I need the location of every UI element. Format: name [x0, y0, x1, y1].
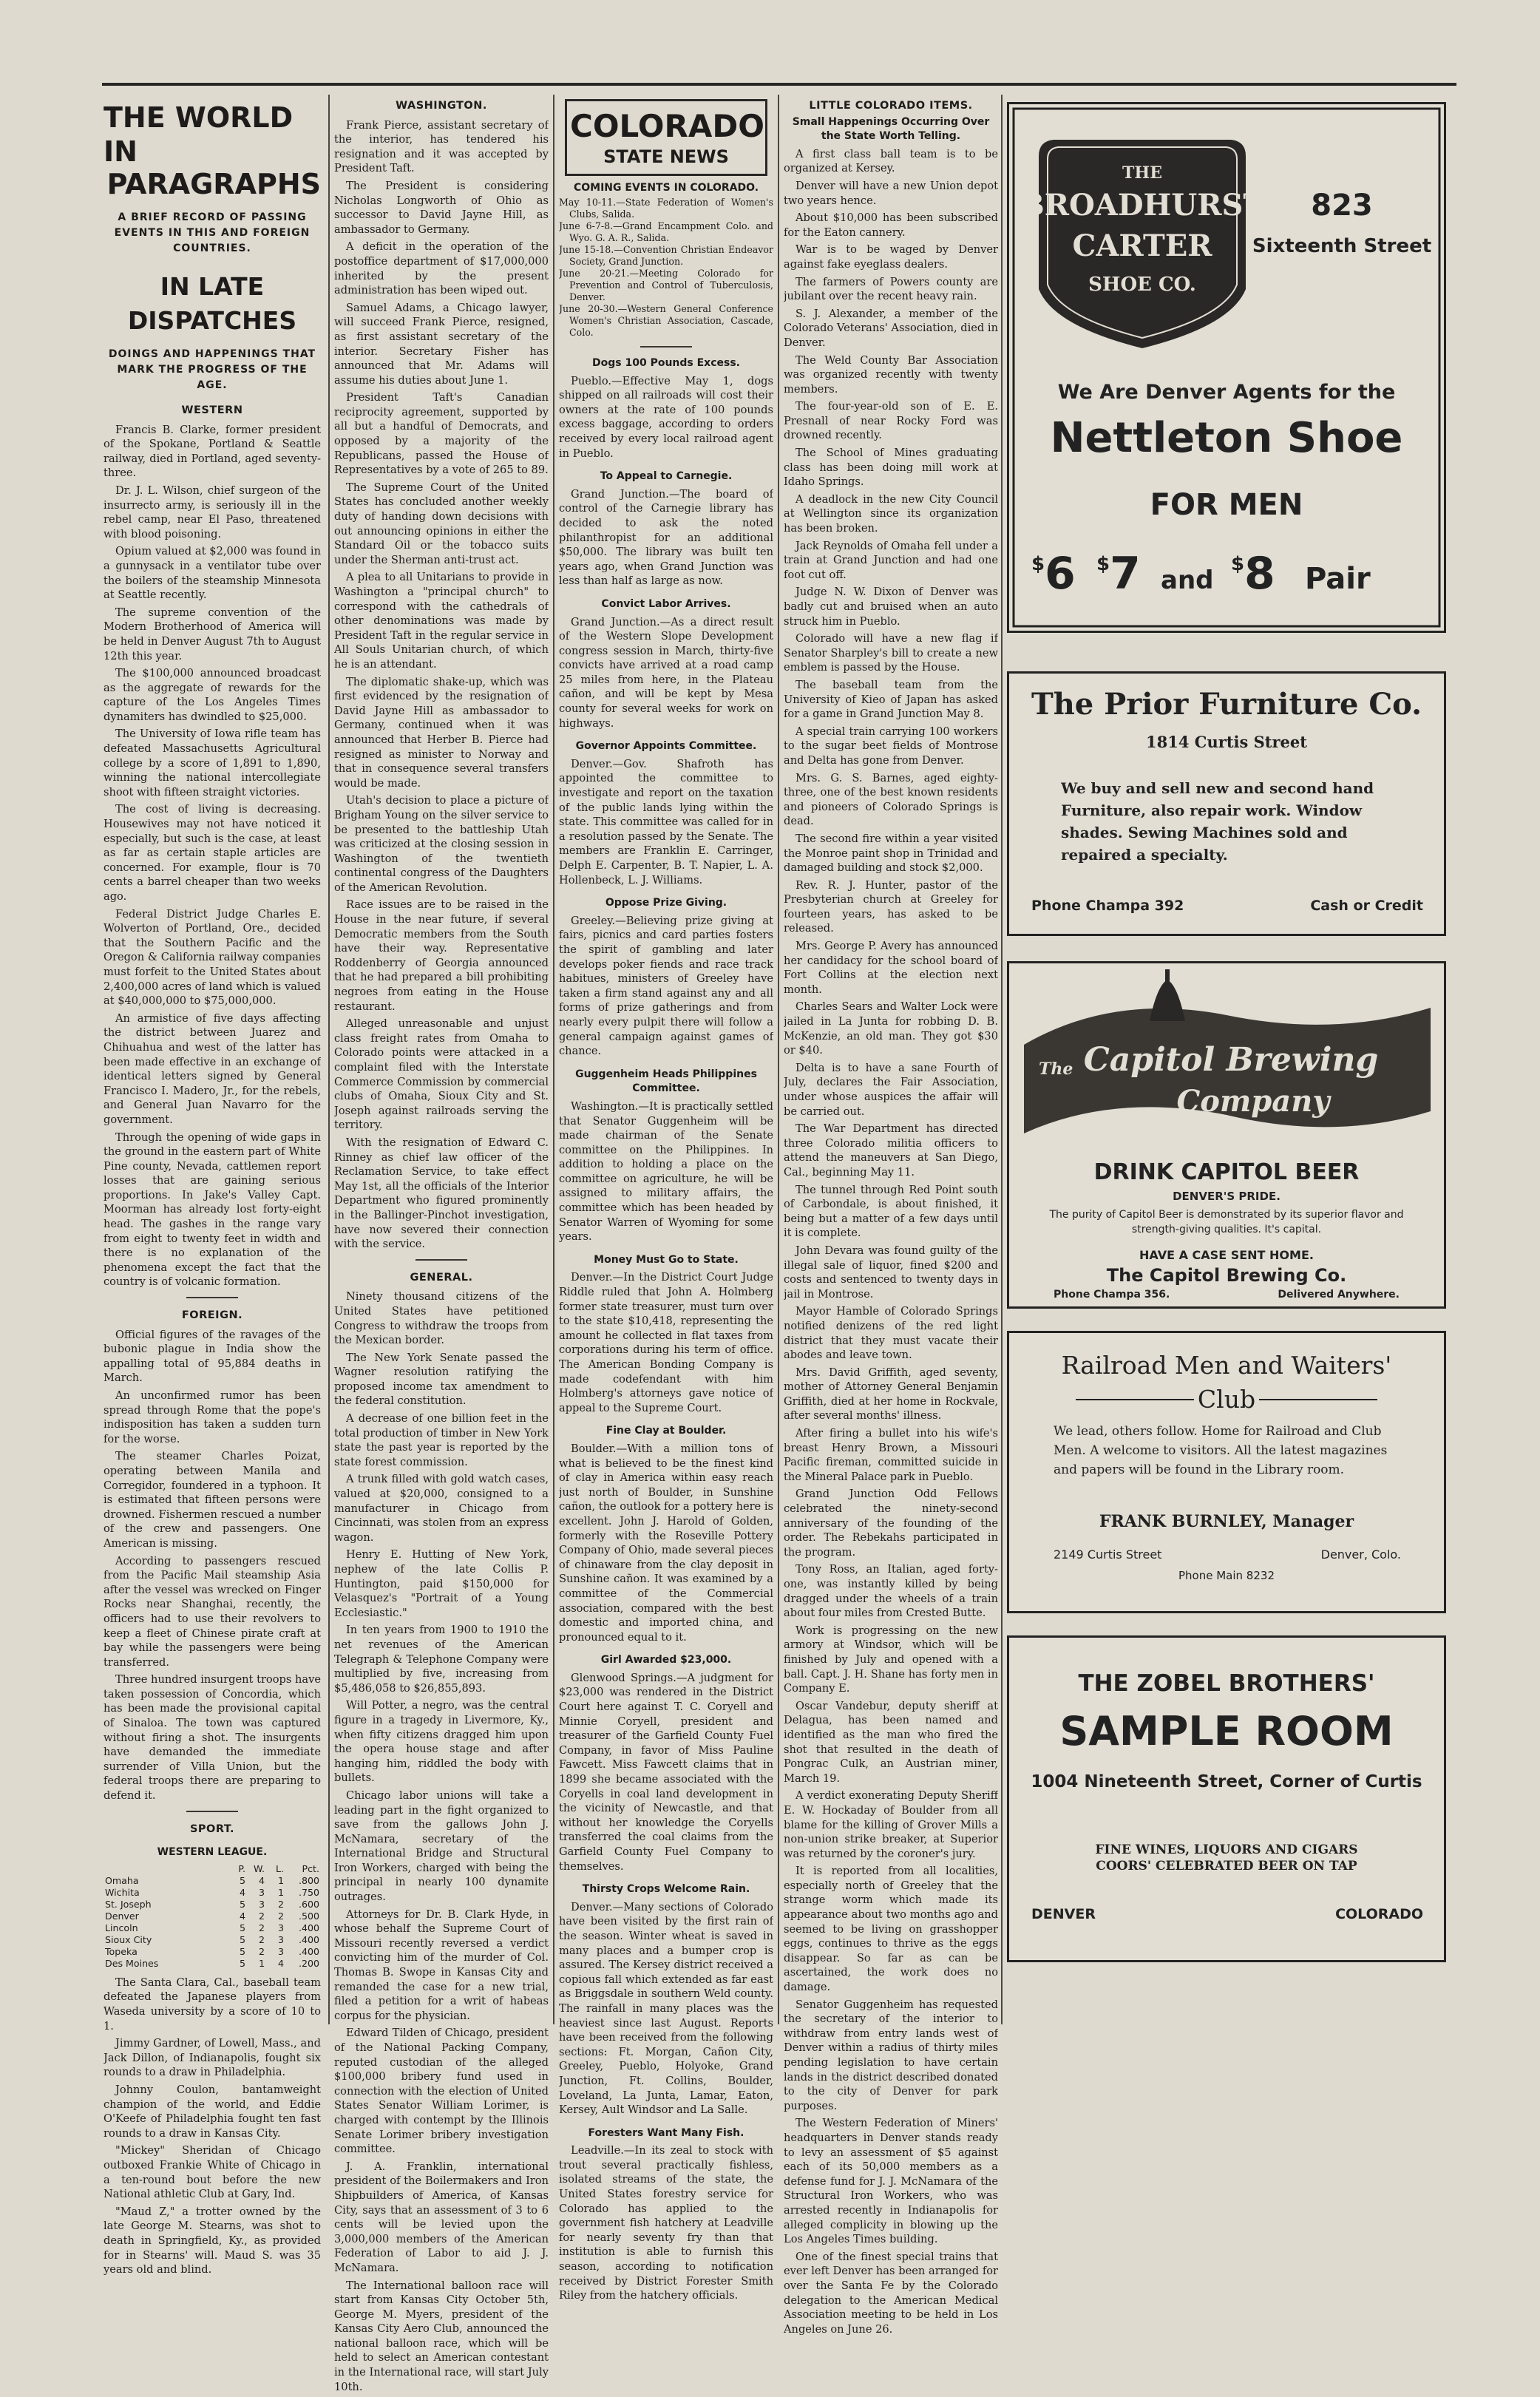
news-paragraph: The second fire within a year visited the Monroe paint shop in Trinidad and damaged building and stock $2,000. [784, 832, 998, 875]
news-paragraph: Mrs. David Griffith, aged seventy, mother of Attorney General Benjamin Griffith, died at her home in Rockvale, after several months' illness. [784, 1366, 998, 1423]
section-rule [186, 1811, 238, 1812]
logo-text: BROADHURST [1019, 188, 1266, 223]
column-rule [1001, 95, 1003, 2024]
news-paragraph: Grand Junction.—The board of control of the Carnegie library has decided to ask the noted philanthropist for an additional $50,000. The library was built ten years ago, when Grand Junction was less than half as large as now. [559, 487, 773, 588]
section-rule [415, 1259, 467, 1261]
news-item-head: Girl Awarded $23,000. [600, 1654, 732, 1667]
ad-railroad-city: Denver, Colo. [1320, 1547, 1401, 1562]
news-paragraph: Pueblo.—Effective May 1, dogs shipped on all railroads will cost their owners at the rate of 100 pounds excess baggage, according to orders received by every local railroad agent in Pueblo. [559, 374, 773, 460]
league-cell-w: 1 [258, 1957, 265, 1969]
capitol-logo-text: The [1039, 1060, 1073, 1079]
news-paragraph: The diplomatic shake-up, which was first evidenced by the resignation of David Jayne Hill as ambassador to Germany, continued when it was announced that Herber B. Pierce had resigned as minister to Norway and that in consequence several transfers would be made. [334, 675, 549, 790]
league-cell-w: 4 [258, 1874, 265, 1886]
section-head-western: WESTERN [181, 404, 243, 416]
news-paragraph: Utah's decision to place a picture of Brigham Young on the silver service to be presented to the battleship Utah was criticized at the closing session in Washington of the twentieth continental congress of the Daughters of the American Revolution. [334, 794, 549, 894]
coming-events [559, 182, 773, 339]
ad-zobel-coors: COORS' CELEBRATED BEER ON TAP [1096, 1859, 1357, 1874]
logo-text: THE [1122, 163, 1162, 183]
news-item-head: Oppose Prize Giving. [605, 897, 727, 909]
news-paragraph: Greeley.—Believing prize giving at fairs, picnics and card parties fosters the spirit of gambling and later develops poker fiends and race track habitues, ministers of Greeley have taken a firm stand against any and all forms of prize gatherings and from nearly every pulpit there will follow a general campaign against games of chance. [559, 914, 773, 1058]
league-standings-table [104, 1863, 321, 1970]
league-header-row [104, 1863, 321, 1875]
ad-railroad-art [1009, 1333, 1444, 1611]
league-cell-l: 1 [277, 1886, 284, 1898]
capitol-logo-text: Capitol Brewing [1083, 1041, 1379, 1079]
league-cell-l: 3 [277, 1933, 284, 1945]
league-cell-w: 2 [258, 1945, 265, 1957]
news-paragraph: Francis B. Clarke, former president of the Spokane, Portland & Seattle railway, died in Portland, aged seventy-three. [104, 423, 321, 480]
league-cell-w: 3 [258, 1886, 265, 1898]
news-paragraph: Through the opening of wide gaps in the ground in the eastern part of White Pine county, Nevada, cattlemen report losses that are gaining serious proportions. In Jake's Valley Capt. Moorman has already lost forty-eight head. The gashes in the range vary from eight to twenty feet in width and there is no explanation of the phenomena except the fact that the country is of volcanic formation. [104, 1130, 321, 1289]
price-dollar: $ [1096, 553, 1110, 575]
news-item-head: Money Must Go to State. [594, 1253, 739, 1266]
league-cell-team: St. Joseph [105, 1898, 152, 1910]
ad-prior-art [1009, 674, 1444, 934]
general-items [334, 1289, 549, 2394]
table-row [104, 1946, 321, 1958]
event-item: June 15-18.—Convention Christian Endeavor Society, Grand Junction. [559, 244, 773, 267]
section-head-foreign: FOREIGN. [181, 1309, 243, 1322]
league-col: L. [275, 1862, 284, 1874]
league-title: WESTERN LEAGUE. [157, 1846, 268, 1859]
news-paragraph: Work is progressing on the new armory at Windsor, which will be finished by July and opened with a ball. Capt. J. H. Shane has forty men in Company E. [784, 1624, 998, 1695]
news-paragraph: About $10,000 has been subscribed for the Eaton cannery. [784, 211, 998, 239]
news-paragraph: Attorneys for Dr. B. Clark Hyde, in whose behalf the Supreme Court of Missouri recently reversed a verdict convicting him of the murder of Col. Thomas B. Swope in Kansas City and remanded the case for a new trial, filed a petition for a writ of habeas corpus for the physician. [334, 1908, 549, 2022]
ad-railroad-manager: FRANK BURNLEY, Manager [1099, 1512, 1354, 1531]
headline-world: THE WORLD IN [104, 101, 294, 168]
news-paragraph: The New York Senate passed the Wagner resolution ratifying the proposed income tax amendment to the federal constitution. [334, 1351, 549, 1408]
ad-prior-body: We buy and sell new and second hand Furniture, also repair work. Window shades. Sewing Machines sold and repaired a specialty. [1061, 779, 1374, 864]
ad-zobel-denver: DENVER [1031, 1906, 1096, 1922]
league-cell-l: 3 [277, 1945, 284, 1957]
league-cell-p: 4 [239, 1886, 245, 1898]
news-paragraph: Official figures of the ravages of the bubonic plague in India show the appalling total of 95,884 deaths in March. [104, 1328, 321, 1385]
ad-capitol-art [1009, 963, 1444, 1306]
news-paragraph: Leadville.—In its zeal to stock with trout several practically fishless, isolated streams of the state, the United States forestry service for Colorado has applied to the government fish hatchery at Leadville for nearly seventy fry than that institution is able to furnish this season, according to notification received by District Forester Smith Riley from the hatchery officials. [559, 2144, 773, 2302]
price-seven: 7 [1110, 548, 1141, 600]
league-col: Pct. [302, 1862, 319, 1874]
league-cell-pct: .500 [298, 1910, 319, 1922]
news-paragraph: The tunnel through Red Point south of Carbondale, is about finished, it being but a matter of a few days until it is complete. [784, 1183, 998, 1240]
news-paragraph: The baseball team from the University of Kieo of Japan has asked for a game in Grand Junction May 8. [784, 678, 998, 721]
ad-railroad-club: Club [1197, 1385, 1256, 1414]
news-paragraph: Chicago labor unions will take a leading part in the fight organized to save from the gallows John J. McNamara, secretary of the International Bridge and Structural Iron Workers, charged with being the principal in nearly 100 dynamite outrages. [334, 1789, 549, 1904]
news-paragraph: Boulder.—With a million tons of what is believed to be the finest kind of clay in America within easy reach just north of Boulder, in Sunshine cañon, the outlook for a pottery here is excellent. John J. Harold of Golden, formerly with the Roseville Pottery Company of Ohio, made several pieces of chinaware from the clay deposit in Sunshine cañon. It was examined by a committee of the Commercial association, compared with the best domestic and imported china, and pronounced equal to it. [559, 1442, 773, 1644]
section-rule [186, 1297, 238, 1298]
news-paragraph: It is reported from all localities, especially north of Greeley that the strange worm which made its appearance about two months ago and seemed to be living on grasshopper eggs, continues to thrive as the eggs disappear. So far as can be ascertained, the work does no damage. [784, 1865, 998, 1994]
news-paragraph: The Santa Clara, Cal., baseball team defeated the Japanese players from Waseda university by a score of 10 to 1. [104, 1976, 321, 2032]
news-item-head: Fine Clay at Boulder. [606, 1425, 727, 1437]
league-cell-l: 2 [277, 1898, 284, 1910]
league-cell-pct: .800 [298, 1874, 319, 1886]
league-cell-team: Denver [105, 1910, 139, 1922]
league-cell-pct: .600 [298, 1898, 319, 1910]
column-colorado-state-news [559, 95, 773, 2306]
news-paragraph: A special train carrying 100 workers to the sugar beet fields of Montrose and Delta has gone from Denver. [784, 725, 998, 767]
ad-railroad-address: 2149 Curtis Street [1054, 1547, 1162, 1562]
league-cell-pct: .200 [298, 1957, 319, 1969]
news-paragraph: Glenwood Springs.—A judgment for $23,000 was rendered in the District Court here against T. C. Coryell and Minnie Coryell, president and treasurer of the Garfield County Fuel Company, in favor of Miss Pauline Fawcett. Miss Fawcett claims that in 1899 she became associated with the Coryells in coal land development in the vicinity of Newcastle, and that without her knowledge the Coryells transferred the coal claims from the Garfield County Fuel Company to themselves. [559, 1671, 773, 1873]
league-cell-team: Topeka [105, 1945, 138, 1957]
news-item-head: Foresters Want Many Fish. [588, 2126, 744, 2139]
news-paragraph: The steamer Charles Poizat, operating between Manila and Corregidor, foundered in a typhoon. It is estimated that fifteen persons were drowned. Fishermen rescued a number of the crew and passengers. One American is missing. [104, 1450, 321, 1550]
league-cell-w: 2 [258, 1922, 265, 1933]
news-paragraph: Denver.—Gov. Shafroth has appointed the committee to investigate and report on the taxation of the public lands lying within the state. This committee was called for in a resolution passed by the Senate. The members are Franklin E. Carringer, Delph E. Carpenter, B. T. Napier, L. A. Hollenbeck, L. J. Williams. [559, 757, 773, 886]
section-head-general: GENERAL. [410, 1271, 473, 1284]
event-item: June 20-30.—Western General Conference Women's Christian Association, Cascade, Colo. [559, 303, 773, 338]
news-paragraph: The Western Federation of Miners' headquarters in Denver stands ready to levy an assessment of $5 against each of its 50,000 members as a defense fund for J. J. McNamara of the Structural Iron Workers, who was arrested recently in Indianapolis for alleged complicity in blowing up the Los Angeles Times building. [784, 2117, 998, 2246]
news-paragraph: Will Potter, a negro, was the central figure in a tragedy in Livermore, Ky., when fifty citizens dragged him upon the opera house stage and after hanging him, riddled the body with bullets. [334, 1699, 549, 1785]
league-cell-p: 5 [239, 1957, 245, 1969]
news-paragraph: Senator Guggenheim has requested the secretary of the interior to withdraw from entry lands west of Denver within a radius of thirty miles pending legislation to have certain lands in the district described donated to the city of Denver for park purposes. [784, 1998, 998, 2112]
coming-events-head: COMING EVENTS IN COLORADO. [573, 182, 759, 194]
ad-zobel-address: 1004 Nineteenth Street, Corner of Curtis [1031, 1772, 1422, 1791]
price-eight: 8 [1244, 548, 1275, 600]
sport-items [104, 1976, 321, 2277]
news-paragraph: Johnny Coulon, bantamweight champion of the world, and Eddie O'Keefe of Philadelphia fought ten fast rounds to a draw in Kansas City. [104, 2083, 321, 2140]
news-paragraph: The War Department has directed three Colorado militia officers to attend the maneuvers at San Diego, Cal., beginning May 11. [784, 1122, 998, 1179]
news-paragraph: Denver.—Many sections of Colorado have been visited by the first rain of the season. Winter wheat is saved in many places and a bumper crop is assured. The Kersey district received a copious fall which extended as far east as Briggsdale in southern Weld county. The rainfall in many places was the heaviest since last August. Reports have been received from the following sections: Ft. Morgan, Cañon City, Greeley, Pueblo, Holyoke, Grand Junction, Ft. Collins, Boulder, Loveland, La Junta, Lamar, Eaton, Kersey, Ault Windsor and La Salle. [559, 1900, 773, 2117]
section-head-washington: WASHINGTON. [396, 100, 487, 112]
news-paragraph: The Supreme Court of the United States has concluded another weekly duty of handing down decisions with out announcing opinions in either the Standard Oil or the tobacco suits under the Sherman anti-trust act. [334, 481, 549, 566]
ad-railroad-title: Railroad Men and Waiters' [1061, 1351, 1392, 1380]
news-paragraph: A verdict exonerating Deputy Sheriff E. W. Hockaday of Boulder from all blame for the killing of Grover Mills a non-union strike breaker, at Superior was returned by the coroner's jury. [784, 1789, 998, 1860]
table-row [104, 1875, 321, 1887]
colorado-state-news-masthead [565, 99, 767, 176]
column-rule [778, 95, 779, 2024]
table-row [104, 1911, 321, 1922]
ad-street-name: Sixteenth Street [1252, 235, 1432, 257]
news-item-head: Dogs 100 Pounds Excess. [592, 357, 740, 369]
news-paragraph: Grand Junction.—As a direct result of the Western Slope Development congress session in March, thirty-five convicts have arrived at a road camp 25 miles from here, in the Plateau cañon, and will be kept by Mesa county for several weeks for work on highways. [559, 615, 773, 730]
ad-zobel-colorado: COLORADO [1335, 1906, 1423, 1922]
top-rule [102, 83, 1456, 86]
ad-street-number: 823 [1311, 189, 1373, 223]
masthead-state-news: STATE NEWS [603, 146, 729, 167]
ad-prior-terms: Cash or Credit [1310, 898, 1423, 914]
news-paragraph: Three hundred insurgent troops have taken possession of Concordia, which has been made the provisional capital of Sinaloa. The town was captured without firing a shot. The insurgents have demanded the immediate surrender of Villa Union, but the federal troops there are preparing to defend it. [104, 1673, 321, 1803]
ad-zobel-sample-room: SAMPLE ROOM [1059, 1708, 1394, 1754]
news-paragraph: S. J. Alexander, a member of the Colorado Veterans' Association, died in Denver. [784, 307, 998, 349]
news-paragraph: Federal District Judge Charles E. Wolverton of Portland, Ore., decided that the Southern Pacific and the Oregon & California railway companies must forfeit to the United States about 2,400,000 acres of land which is valued at $40,000,000 to $75,000,000. [104, 907, 321, 1008]
news-item-head: Thirsty Crops Welcome Rain. [582, 1883, 750, 1896]
news-paragraph: Mayor Hamble of Colorado Springs notified denizens of the red light district that they must vacate their abodes and leave town. [784, 1305, 998, 1362]
news-paragraph: An armistice of five days affecting the district between Juarez and Chihuahua and west of the latter has been made effective in an exchange of identical letters signed by General Francisco I. Madero, Jr., for the rebels, and General Juan Navarro for the government. [104, 1011, 321, 1126]
deck-brief-record: A BRIEF RECORD OF PASSING EVENTS IN THIS AND FOREIGN COUNTRIES. [114, 211, 311, 254]
news-paragraph: Washington.—It is practically settled that Senator Guggenheim will be made chairman of the Senate committee on the Philippines. In addition to holding a place on the committee on agriculture, he will be assigned to military affairs, the committee which has been headed by Senator Warren of Wyoming for some years. [559, 1099, 773, 1244]
ad-prior-phone: Phone Champa 392 [1031, 898, 1184, 914]
news-paragraph: The four-year-old son of E. E. Presnall of near Rocky Ford was drowned recently. [784, 400, 998, 442]
league-col: P. [238, 1862, 245, 1874]
section-rule [640, 346, 692, 347]
league-cell-l: 3 [277, 1922, 284, 1933]
news-paragraph: One of the finest special trains that ever left Denver has been arranged for over the Santa Fe by the Colorado delegation to the American Medical Association meeting to be held in Los Angeles on June 26. [784, 2250, 998, 2336]
ad-railroad-body: We lead, others follow. Home for Railroad and Club Men. A welcome to visitors. All the latest magazines and papers will be found in the Library room. [1054, 1424, 1388, 1477]
league-cell-team: Des Moines [105, 1957, 159, 1969]
news-paragraph: Ninety thousand citizens of the United States have petitioned Congress to withdraw the troops from the Mexican border. [334, 1290, 549, 1347]
news-paragraph: John Devara was found guilty of the illegal sale of liquor, fined $200 and costs and sentenced to twenty days in jail in Montrose. [784, 1244, 998, 1301]
ad-capitol-name: The Capitol Brewing Co. [1106, 1265, 1347, 1286]
league-cell-w: 3 [258, 1898, 265, 1910]
news-paragraph: With the resignation of Edward C. Rinney as chief law officer of the Reclamation Service, to take effect May 1st, all the officials of the Interior Department who figured prominently in the Ballinger-Pinchot investigation, have now severed their connection with the service. [334, 1136, 549, 1251]
league-cell-p: 5 [239, 1922, 245, 1933]
ad-capitol-case: HAVE A CASE SENT HOME. [1139, 1248, 1314, 1262]
masthead-colorado: COLORADO [570, 108, 764, 144]
deck-doings: DOINGS AND HAPPENINGS THAT MARK THE PROGRESS OF THE AGE. [108, 348, 316, 391]
section-head-sport: SPORT. [189, 1823, 235, 1835]
news-paragraph: In ten years from 1900 to 1910 the net revenues of the American Telegraph & Telephone Company were multiplied by five, increasing from $5,486,058 to $26,855,893. [334, 1624, 549, 1695]
capitol-dome-icon [1150, 980, 1185, 1021]
news-paragraph: Mrs. George P. Avery has announced her candidacy for the school board of Fort Collins at the election next month. [784, 940, 998, 996]
league-cell-w: 2 [258, 1933, 265, 1945]
news-paragraph: Opium valued at $2,000 was found in a gunnysack in a ventilator tube over the boilers of the steamship Minnesota at Seattle recently. [104, 545, 321, 602]
league-cell-pct: .400 [298, 1933, 319, 1945]
ad-zobel-art [1009, 1638, 1444, 1960]
ad-railroad-men-club [1007, 1331, 1446, 1613]
news-paragraph: The University of Iowa rifle team has defeated Massachusetts Agricultural college by a score of 1,891 to 1,890, winning the national intercollegiate shoot with fifteen straight victories. [104, 728, 321, 799]
news-paragraph: "Maud Z," a trotter owned by the late George M. Stearns, was shot to death in Springfield, Ky., as provided for in Stearns' will. Maud S. was 35 years old and blind. [104, 2205, 321, 2276]
news-paragraph: Alleged unreasonable and unjust class freight rates from Omaha to Colorado points were attacked in a complaint filed with the Interstate Commerce Commission by commercial clubs of Omaha, Sioux City and St. Joseph against railroads serving the territory. [334, 1017, 549, 1132]
news-paragraph: A deadlock in the new City Council at Wellington since its organization has been broken. [784, 492, 998, 535]
little-colorado-subhead: Small Happenings Occurring Over the State Worth Telling. [792, 115, 990, 143]
news-paragraph: Denver.—In the District Court Judge Riddle ruled that John A. Holmberg former state treasurer, must turn over to the state $10,418, representing the amount he collected in flat taxes from corporations during his term of office. The American Bonding Company is made codefendant with him Holmberg's attorneys gave notice of appeal to the Supreme Court. [559, 1271, 773, 1414]
western-items [104, 423, 321, 1289]
news-paragraph: A deficit in the operation of the postoffice department of $17,000,000 inherited by the present administration has been wiped out. [334, 240, 549, 297]
league-cell-w: 2 [258, 1910, 265, 1922]
league-cell-team: Lincoln [105, 1922, 138, 1933]
ad-broadhurst-art [1009, 104, 1444, 631]
ad-prior-address: 1814 Curtis Street [1146, 733, 1307, 751]
news-item-head: Convict Labor Arrives. [601, 597, 731, 610]
news-item-head: To Appeal to Carnegie. [600, 470, 733, 483]
league-cell-l: 1 [277, 1874, 284, 1886]
ad-prior-name: The Prior Furniture Co. [1031, 687, 1422, 722]
capitol-logo-text: Company [1176, 1084, 1330, 1119]
news-paragraph: Jimmy Gardner, of Lowell, Mass., and Jack Dillon, of Indianapolis, fought six rounds to a draw in Philadelphia. [104, 2037, 321, 2079]
column-rule [328, 95, 330, 2024]
ad-capitol-body: The purity of Capitol Beer is demonstrated by its superior flavor and strength-giving qualities. It's capital. [1049, 1209, 1404, 1235]
logo-text: SHOE CO. [1088, 274, 1196, 296]
news-paragraph: Judge N. W. Dixon of Denver was badly cut and bruised when an auto struck him in Pueblo. [784, 586, 998, 628]
news-item-head: Governor Appoints Committee. [575, 740, 757, 753]
column-little-colorado-items [784, 95, 998, 2339]
headline-late-dispatches: IN LATE DISPATCHES [127, 272, 297, 335]
colorado-news-items [559, 356, 773, 2303]
news-paragraph: The farmers of Powers county are jubilant over the recent heavy rain. [784, 275, 998, 303]
event-item: June 20-21.—Meeting Colorado for Prevention and Control of Tuberculosis, Denver. [559, 268, 773, 302]
news-paragraph: Tony Ross, an Italian, aged forty-one, was instantly killed by being dragged under the wheels of a train about four miles from Crested Butte. [784, 1563, 998, 1620]
league-cell-pct: .750 [298, 1886, 319, 1898]
logo-text: CARTER [1072, 228, 1212, 263]
league-cell-p: 5 [239, 1874, 245, 1886]
news-paragraph: Frank Pierce, assistant secretary of the interior, has tendered his resignation and it was accepted by President Taft. [334, 118, 549, 175]
news-paragraph: The cost of living is decreasing. Housewives may not have noticed it especially, but such is the case, at least as far as certain staple articles are concerned. For example, flour is 70 cents a barrel cheaper than two weeks ago. [104, 803, 321, 903]
price-dollar: $ [1031, 553, 1045, 575]
table-row [104, 1899, 321, 1911]
ad-zobel-name: THE ZOBEL BROTHERS' [1078, 1670, 1375, 1697]
news-paragraph: The President is considering Nicholas Longworth of Ohio as successor to David Jayne Hill, as ambassador to Germany. [334, 179, 549, 236]
league-cell-p: 5 [239, 1933, 245, 1945]
price-dollar: $ [1231, 553, 1245, 575]
league-cell-l: 2 [277, 1910, 284, 1922]
news-item-head: Guggenheim Heads Philippines Committee. [575, 1068, 757, 1095]
news-paragraph: An unconfirmed rumor has been spread through Rome that the pope's indisposition has taken a sudden turn for the worse. [104, 1389, 321, 1445]
league-cell-p: 4 [239, 1910, 245, 1922]
ad-agents-line: We Are Denver Agents for the [1057, 381, 1396, 404]
column-washington [334, 95, 549, 2397]
news-paragraph: A plea to all Unitarians to provide in Washington a "principal church" to correspond with the cathedrals of other denominations was made by President Taft in the regular service in All Souls Unitarian church, of which he is an attendant. [334, 571, 549, 671]
ad-prior-furniture [1007, 671, 1446, 936]
league-cell-pct: .400 [298, 1922, 319, 1933]
ad-brand: Nettleton Shoe [1050, 414, 1403, 462]
ad-railroad-phone: Phone Main 8232 [1178, 1569, 1275, 1582]
ad-zobel-wines: FINE WINES, LIQUORS AND CIGARS [1095, 1842, 1358, 1857]
headline-paragraphs: PARAGRAPHS [106, 168, 321, 200]
column-world-in-paragraphs [104, 95, 321, 2280]
league-cell-l: 4 [277, 1957, 284, 1969]
league-cell-pct: .400 [298, 1945, 319, 1957]
ad-capitol-delivered: Delivered Anywhere. [1278, 1289, 1400, 1301]
news-paragraph: According to passengers rescued from the Pacific Mail steamship Asia after the vessel was wrecked on Finger Rocks near Shanghai, recently, the officers had to use their revolvers to keep a fleet of Chinese pirate craft at bay while the passengers were being transferred. [104, 1554, 321, 1669]
news-paragraph: Edward Tilden of Chicago, president of the National Packing Company, reputed custodian of the alleged $100,000 bribery fund used in connection with the election of United States Senator William Lorimer, is charged with contempt by the Illinois Senate Lorimer bribery investigation committee. [334, 2027, 549, 2156]
foreign-items [104, 1328, 321, 1803]
news-paragraph: The supreme convention of the Modern Brotherhood of America will be held in Denver August 7th to August 12th this year. [104, 606, 321, 662]
news-paragraph: War is to be waged by Denver against fake eyeglass dealers. [784, 243, 998, 271]
washington-items [334, 118, 549, 1252]
ad-broadhurst-carter [1007, 102, 1446, 633]
news-paragraph: "Mickey" Sheridan of Chicago outboxed Frankie White of Chicago in a ten-round bout before the new National athletic Club at Gary, Ind. [104, 2144, 321, 2201]
news-paragraph: Race issues are to be raised in the House in the near future, if several Democratic members from the South have their way. Representative Roddenberry of Georgia announced that he had prepared a bill prohibiting negroes from eating in the House restaurant. [334, 898, 549, 1013]
news-paragraph: Dr. J. L. Wilson, chief surgeon of the insurrecto army, is seriously ill in the rebel camp, near El Paso, threatened with blood poisoning. [104, 484, 321, 540]
ad-zobel-brothers [1007, 1635, 1446, 1962]
league-cell-p: 5 [239, 1898, 245, 1910]
news-paragraph: Grand Junction Odd Fellows celebrated the ninety-second anniversary of the founding of the order. The Rebekahs participated in the program. [784, 1488, 998, 1559]
news-paragraph: A trunk filled with gold watch cases, valued at $20,000, consigned to a manufacturer in Chicago from Cincinnati, was stolen from an express wagon. [334, 1473, 549, 1544]
price-pair: Pair [1305, 562, 1371, 596]
table-row [104, 1922, 321, 1934]
table-row [104, 1934, 321, 1946]
league-cell-team: Wichita [105, 1886, 140, 1898]
news-paragraph: Delta is to have a sane Fourth of July, declares the Fair Association, under whose auspices the affair will be carried out. [784, 1061, 998, 1118]
table-row [104, 1887, 321, 1899]
ad-capitol-pride: DENVER'S PRIDE. [1173, 1190, 1280, 1203]
league-cell-p: 5 [239, 1945, 245, 1957]
section-head-little-colorado: LITTLE COLORADO ITEMS. [809, 100, 973, 112]
news-paragraph: The Weld County Bar Association was organized recently with twenty members. [784, 353, 998, 396]
news-paragraph: Colorado will have a new flag if Senator Sharpley's bill to create a new emblem is passed by the House. [784, 632, 998, 674]
news-paragraph: A first class ball team is to be organized at Kersey. [784, 147, 998, 175]
column-rule [553, 95, 554, 2024]
news-paragraph: J. A. Franklin, international president of the Boilermakers and Iron Shipbuilders of America, of Kansas City, says that an assessment of 3 to 6 cents will be levied upon the 3,000,000 members of the American Federation of Labor to aid J. J. McNamara. [334, 2160, 549, 2274]
little-colorado-items [784, 147, 998, 2337]
news-paragraph: Charles Sears and Walter Lock were jailed in La Junta for robbing D. B. McKenzie, an old man. They got $30 or $40. [784, 1000, 998, 1057]
news-paragraph: The $100,000 announced broadcast as the aggregate of rewards for the capture of the Los Angeles Times dynamiters has dwindled to $25,000. [104, 667, 321, 723]
table-row [104, 1958, 321, 1970]
ad-capitol-drink: DRINK CAPITOL BEER [1093, 1159, 1360, 1185]
news-paragraph: Mrs. G. S. Barnes, aged eighty-three, one of the best known residents and pioneers of Colorado Springs is dead. [784, 771, 998, 828]
news-paragraph: Samuel Adams, a Chicago lawyer, will succeed Frank Pierce, resigned, as first assistant secretary of the interior. Secretary Fisher has announced that Mr. Adams will assume his duties about June 1. [334, 301, 549, 387]
news-paragraph: Denver will have a new Union depot two years hence. [784, 179, 998, 207]
price-and: and [1161, 566, 1214, 595]
league-cell-team: Sioux City [105, 1933, 152, 1945]
news-paragraph: Henry E. Hutting of New York, nephew of the late Collis P. Huntington, paid $150,000 for Velasquez's "Portrait of a Young Ecclesiastic." [334, 1548, 549, 1619]
ad-for-men: FOR MEN [1150, 488, 1303, 522]
news-paragraph: Jack Reynolds of Omaha fell under a train at Grand Junction and had one foot cut off. [784, 539, 998, 581]
event-item: June 6-7-8.—Grand Encampment Colo. and Wyo. G. A. R., Salida. [559, 220, 773, 243]
league-cell-team: Omaha [105, 1874, 139, 1886]
news-paragraph: Rev. R. J. Hunter, pastor of the Presbyterian church at Greeley for fourteen years, has asked to be released. [784, 878, 998, 935]
event-item: May 10-11.—State Federation of Women's Clubs, Salida. [559, 197, 773, 220]
price-six: 6 [1045, 548, 1076, 600]
news-paragraph: After firing a bullet into his wife's breast Henry Brown, a Missouri Pacific fireman, committed suicide in the Mineral Palace park in Pueblo. [784, 1427, 998, 1483]
league-col: W. [253, 1862, 265, 1874]
news-paragraph: President Taft's Canadian reciprocity agreement, supported by all but a handful of Democrats, and opposed by a majority of the Republicans, passed the House of Representatives by a vote of 265 to 89. [334, 391, 549, 477]
news-paragraph: The International balloon race will start from Kansas City October 5th, George M. Myers, president of the Kansas City Aero Club, announced the national balloon race, which will be held to select an American contestant in the International race, will start July 10th. [334, 2279, 549, 2393]
news-paragraph: Oscar Vandebur, deputy sheriff at Delagua, has been named and identified as the man who fired the shot that resulted in the death of Pongrac Culk, an Austrian miner, March 19. [784, 1699, 998, 1785]
news-paragraph: The School of Mines graduating class has been doing mill work at Idaho Springs. [784, 447, 998, 489]
ad-capitol-brewing [1007, 961, 1446, 1309]
ad-capitol-phone: Phone Champa 356. [1054, 1289, 1170, 1301]
news-paragraph: A decrease of one billion feet in the total production of timber in New York state the past year is reported by the state forest commission. [334, 1412, 549, 1468]
